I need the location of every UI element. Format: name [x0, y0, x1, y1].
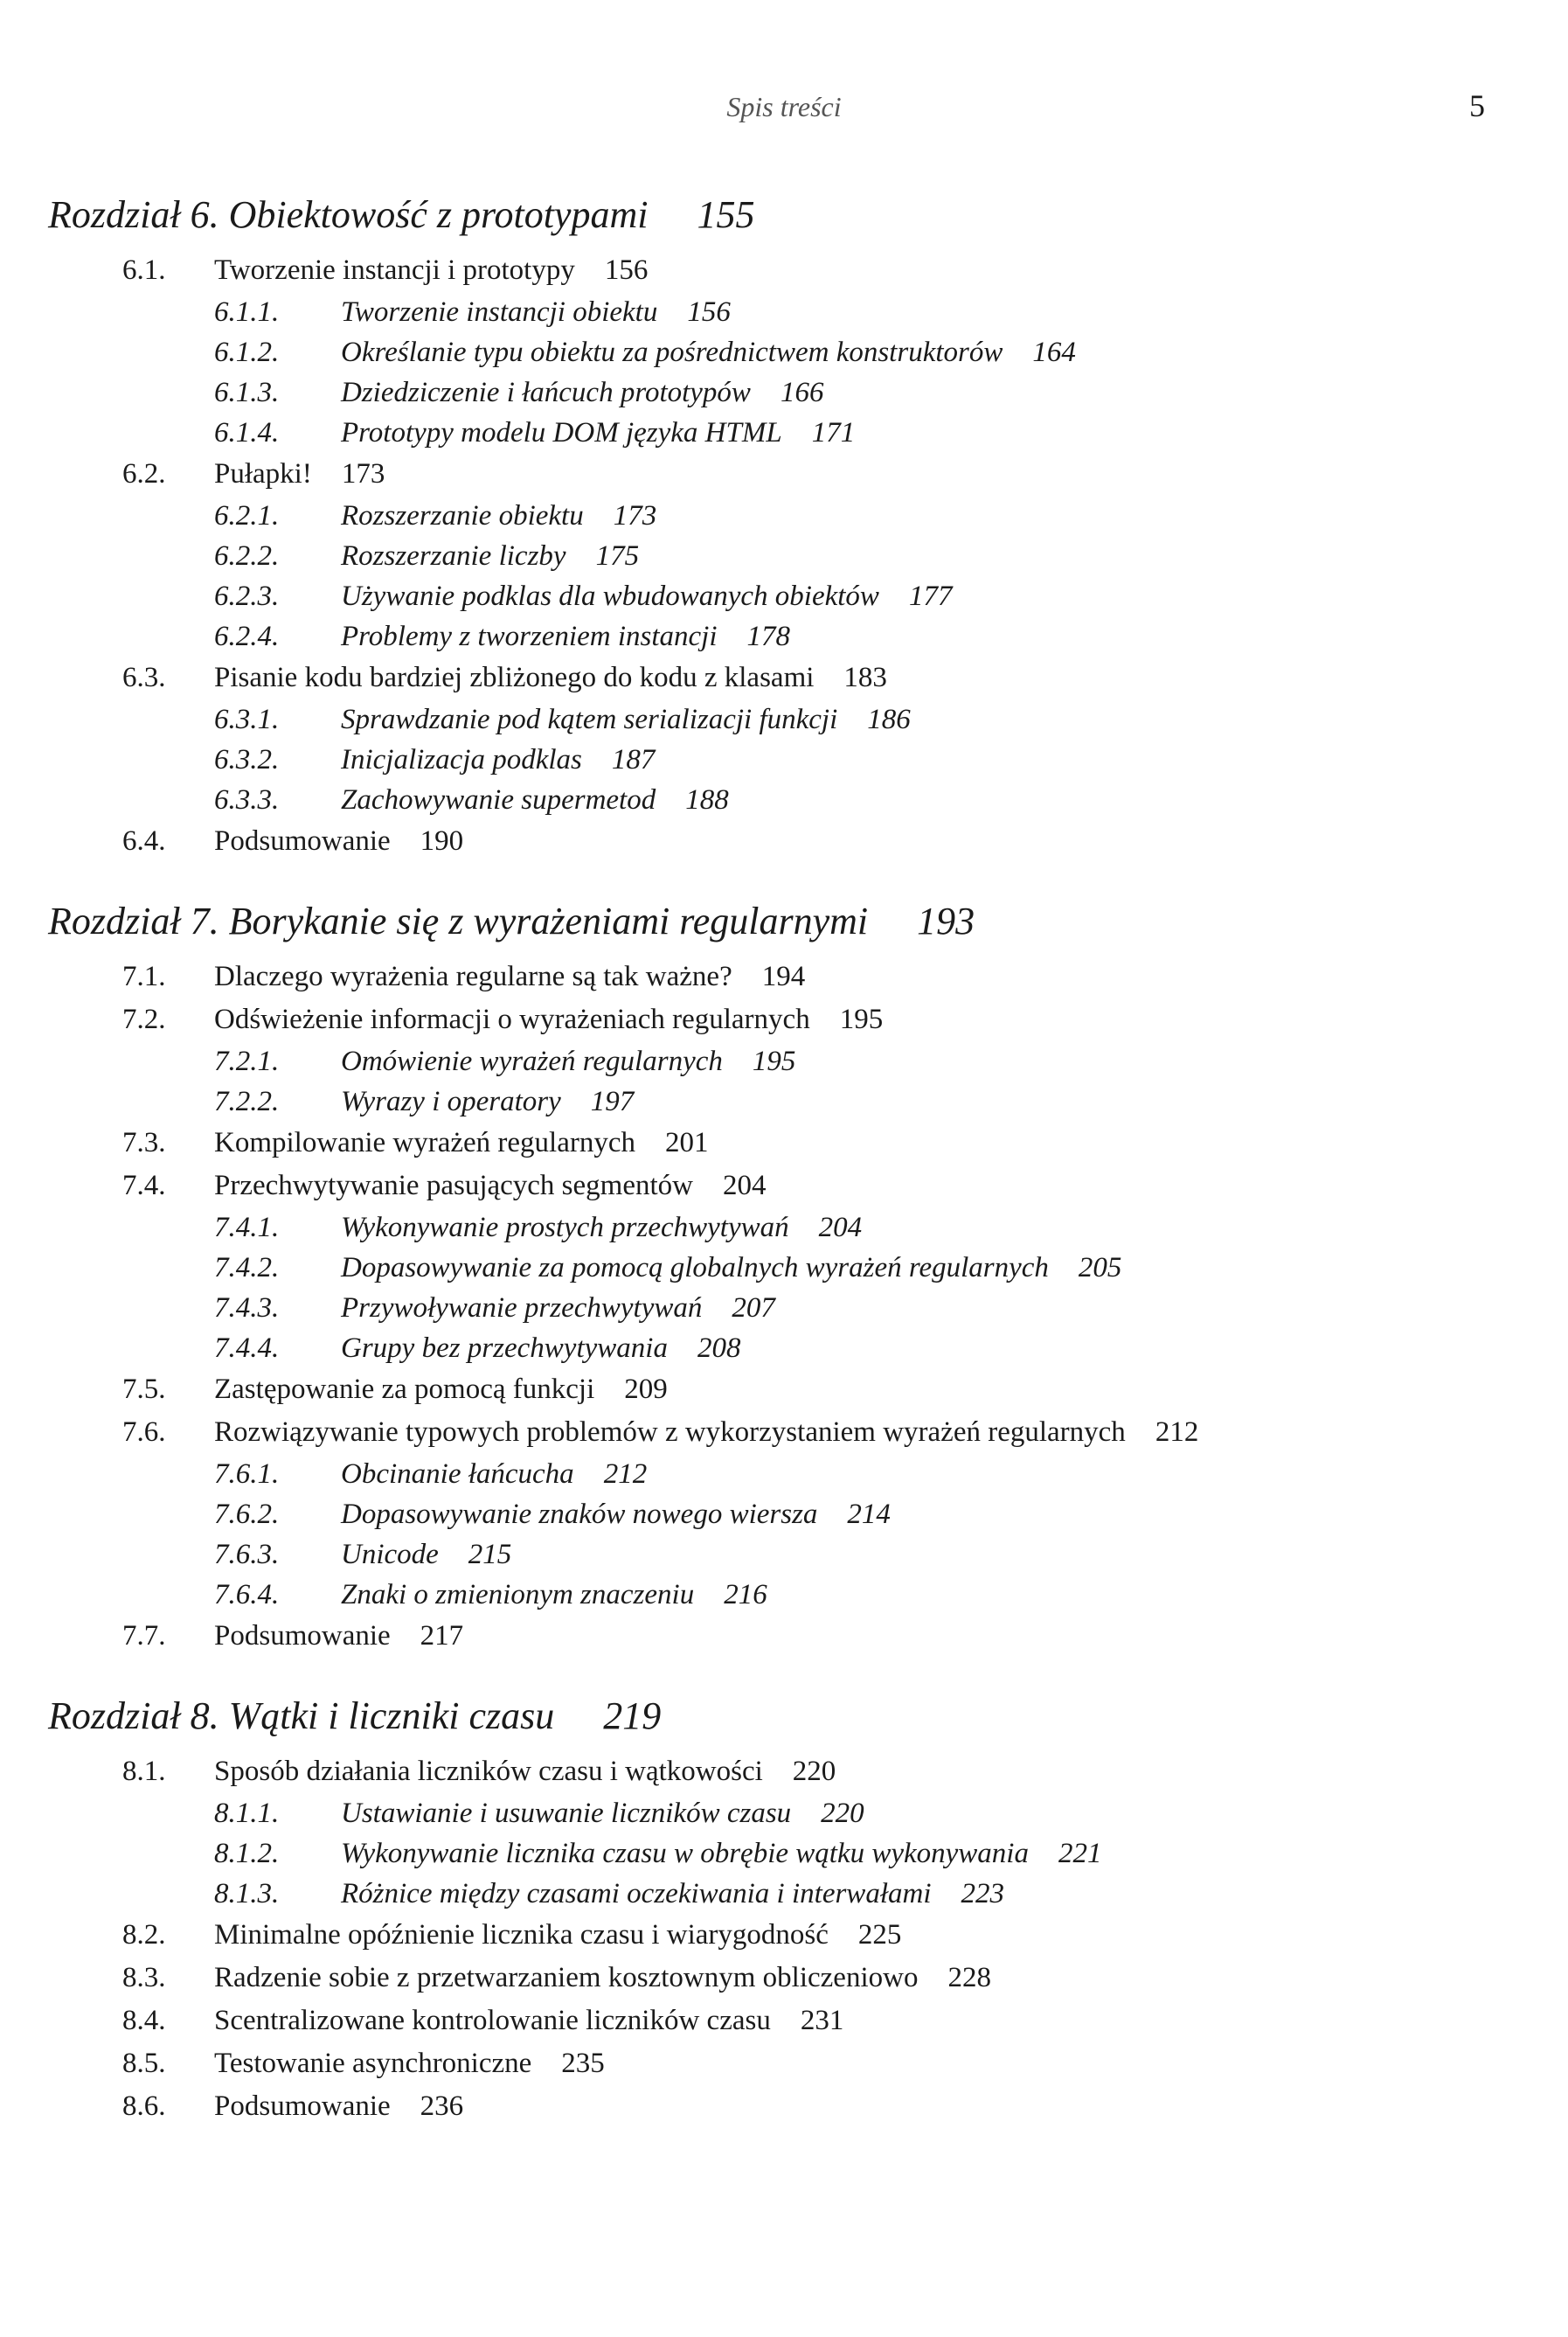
entry-title: Rozszerzanie obiektu	[341, 500, 584, 532]
entry-title: Pisanie kodu bardziej zbliżonego do kodu z klasami	[214, 662, 815, 693]
entry-title: Wykonywanie licznika czasu w obrębie wątku wykonywania	[341, 1838, 1029, 1869]
entry-number: 6.2.2.	[214, 540, 280, 572]
entry-title: Omówienie wyrażeń regularnych	[341, 1046, 723, 1077]
subsection-entry	[48, 332, 1516, 372]
subsection-entry	[48, 1534, 1516, 1575]
entry-page-number: 212	[603, 1458, 648, 1490]
entry-title: Podsumowanie	[214, 2090, 391, 2122]
section-entry	[48, 1750, 1516, 1793]
entry-number: 8.1.2.	[214, 1838, 280, 1869]
entry-title: Podsumowanie	[214, 1620, 391, 1652]
entry-page-number: 195	[752, 1046, 796, 1077]
entry-page-number: 197	[590, 1086, 635, 1117]
entry-number: 6.1.4.	[214, 417, 280, 449]
subsection-entry	[48, 576, 1516, 616]
entry-title: Rozszerzanie liczby	[341, 540, 566, 572]
entry-title: Inicjalizacja podklas	[341, 744, 582, 776]
entry-number: 7.4.3.	[214, 1292, 280, 1324]
entry-page-number: 208	[697, 1332, 741, 1364]
entry-page-number: 217	[420, 1620, 464, 1652]
entry-title: Testowanie asynchroniczne	[214, 2048, 532, 2079]
entry-number: 6.1.3.	[214, 377, 280, 408]
section-entry	[48, 1368, 1516, 1411]
entry-title: Pułapki!	[214, 458, 312, 490]
section-entry	[48, 1165, 1516, 1207]
chapter-entries	[48, 249, 1516, 863]
section-entry	[48, 1914, 1516, 1957]
entry-page-number: 235	[561, 2048, 605, 2079]
entry-page-number: 186	[867, 704, 911, 735]
entry-page-number: 215	[468, 1539, 512, 1570]
subsection-entry	[48, 1328, 1516, 1368]
chapter-entries	[48, 956, 1516, 1658]
entry-page-number: 173	[341, 458, 385, 490]
section-entry	[48, 956, 1516, 998]
entry-title: Przywoływanie przechwytywań	[341, 1292, 703, 1324]
entry-page-number: 204	[818, 1212, 863, 1243]
section-entry	[48, 1957, 1516, 2000]
section-entry	[48, 453, 1516, 496]
entry-number: 7.6.3.	[214, 1539, 280, 1570]
entry-title: Ustawianie i usuwanie liczników czasu	[341, 1798, 792, 1829]
subsection-entry	[48, 1494, 1516, 1534]
entry-title: Dopasowywanie za pomocą globalnych wyrażeń regularnych	[341, 1252, 1049, 1283]
subsection-entry	[48, 1575, 1516, 1615]
section-entry	[48, 249, 1516, 292]
entry-title: Sprawdzanie pod kątem serializacji funkcji	[341, 704, 838, 735]
entry-title: Wykonywanie prostych przechwytywań	[341, 1212, 789, 1243]
entry-page-number: 183	[843, 662, 887, 693]
subsection-entry	[48, 1833, 1516, 1874]
entry-page-number: 195	[839, 1004, 884, 1035]
entry-page-number: 173	[613, 500, 657, 532]
entry-page-number: 214	[847, 1499, 891, 1530]
entry-title: Dziedziczenie i łańcuch prototypów	[341, 377, 751, 408]
entry-page-number: 231	[800, 2005, 844, 2036]
entry-page-number: 220	[792, 1756, 836, 1787]
entry-title: Grupy bez przechwytywania	[341, 1332, 668, 1364]
entry-number: 8.1.1.	[214, 1798, 280, 1829]
entry-number: 8.6.	[122, 2090, 166, 2122]
section-entry	[48, 1411, 1516, 1454]
entry-title: Znaki o zmienionym znaczeniu	[341, 1579, 695, 1610]
subsection-entry	[48, 496, 1516, 536]
entry-number: 6.3.	[122, 662, 166, 693]
entry-number: 7.2.2.	[214, 1086, 280, 1117]
section-entry	[48, 2000, 1516, 2042]
entry-number: 6.2.4.	[214, 621, 280, 652]
entry-title: Minimalne opóźnienie licznika czasu i wiarygodność	[214, 1919, 829, 1951]
entry-page-number: 194	[761, 961, 806, 992]
entry-number: 6.1.2.	[214, 337, 280, 368]
entry-number: 8.1.3.	[214, 1878, 280, 1909]
entry-number: 6.3.2.	[214, 744, 280, 776]
entry-number: 7.3.	[122, 1127, 166, 1158]
chapter-entries	[48, 1750, 1516, 2128]
chapter-heading	[48, 894, 1516, 949]
section-entry	[48, 2042, 1516, 2085]
entry-title: Odświeżenie informacji o wyrażeniach regularnych	[214, 1004, 810, 1035]
subsection-entry	[48, 699, 1516, 740]
entry-title: Dlaczego wyrażenia regularne są tak ważne?	[214, 961, 732, 992]
entry-page-number: 201	[664, 1127, 709, 1158]
entry-number: 6.2.1.	[214, 500, 280, 532]
entry-page-number: 204	[722, 1170, 767, 1201]
entry-title: Tworzenie instancji i prototypy	[214, 254, 575, 286]
entry-number: 6.4.	[122, 825, 166, 857]
entry-number: 7.2.1.	[214, 1046, 280, 1077]
entry-title: Problemy z tworzeniem instancji	[341, 621, 718, 652]
entry-number: 6.2.3.	[214, 581, 280, 612]
entry-page-number: 156	[604, 254, 649, 286]
entry-page-number: 187	[611, 744, 656, 776]
section-entry	[48, 1615, 1516, 1658]
entry-page-number: 223	[961, 1878, 1004, 1909]
subsection-entry	[48, 372, 1516, 413]
running-title: Spis treści	[726, 91, 842, 122]
entry-number: 8.1.	[122, 1756, 166, 1787]
table-of-contents	[48, 188, 1516, 2128]
entry-page-number: 205	[1078, 1252, 1122, 1283]
entry-number: 8.2.	[122, 1919, 166, 1951]
chapter-heading	[48, 188, 1516, 242]
entry-page-number: 228	[947, 1962, 991, 1993]
entry-title: Zastępowanie za pomocą funkcji	[214, 1374, 595, 1405]
entry-title: Zachowywanie supermetod	[341, 784, 656, 816]
entry-number: 8.3.	[122, 1962, 166, 1993]
entry-title: Używanie podklas dla wbudowanych obiektów	[341, 581, 879, 612]
entry-page-number: 188	[685, 784, 729, 816]
section-entry	[48, 2085, 1516, 2128]
subsection-entry	[48, 1248, 1516, 1288]
entry-page-number: 216	[724, 1579, 767, 1610]
entry-number: 7.4.	[122, 1170, 166, 1201]
entry-title: Radzenie sobie z przetwarzaniem kosztownym obliczeniowo	[214, 1962, 919, 1993]
entry-number: 7.6.1.	[214, 1458, 280, 1490]
entry-title: Dopasowywanie znaków nowego wiersza	[341, 1499, 818, 1530]
entry-title: Podsumowanie	[214, 825, 391, 857]
page-number: 5	[1469, 88, 1485, 123]
entry-number: 7.4.2.	[214, 1252, 280, 1283]
subsection-entry	[48, 292, 1516, 332]
subsection-entry	[48, 413, 1516, 453]
entry-number: 6.2.	[122, 458, 166, 490]
chapter-title: Rozdział 7. Borykanie się z wyrażeniami regularnymi	[48, 900, 869, 942]
section-entry	[48, 820, 1516, 863]
subsection-entry	[48, 1082, 1516, 1122]
section-entry	[48, 1122, 1516, 1165]
entry-number: 6.3.1.	[214, 704, 280, 735]
entry-number: 7.4.1.	[214, 1212, 280, 1243]
entry-page-number: 166	[780, 377, 824, 408]
entry-number: 7.1.	[122, 961, 166, 992]
subsection-entry	[48, 616, 1516, 657]
entry-title: Przechwytywanie pasujących segmentów	[214, 1170, 693, 1201]
entry-number: 6.1.	[122, 254, 166, 286]
entry-page-number: 171	[811, 417, 856, 449]
subsection-entry	[48, 1288, 1516, 1328]
subsection-entry	[48, 780, 1516, 820]
entry-page-number: 164	[1032, 337, 1076, 368]
chapter-heading	[48, 1689, 1516, 1743]
entry-number: 6.3.3.	[214, 784, 280, 816]
entry-title: Kompilowanie wyrażeń regularnych	[214, 1127, 635, 1158]
entry-page-number: 220	[821, 1798, 864, 1829]
chapter-title: Rozdział 8. Wątki i liczniki czasu	[48, 1694, 555, 1737]
entry-page-number: 207	[732, 1292, 775, 1324]
entry-title: Obcinanie łańcucha	[341, 1458, 574, 1490]
entry-page-number: 209	[624, 1374, 668, 1405]
entry-title: Prototypy modelu DOM języka HTML	[341, 417, 782, 449]
entry-page-number: 221	[1058, 1838, 1102, 1869]
entry-title: Rozwiązywanie typowych problemów z wykorzystaniem wyrażeń regularnych	[214, 1416, 1126, 1448]
chapter-page-number: 193	[917, 900, 975, 942]
entry-number: 7.2.	[122, 1004, 166, 1035]
chapter-page-number: 219	[603, 1694, 662, 1737]
subsection-entry	[48, 1874, 1516, 1914]
entry-page-number: 175	[595, 540, 640, 572]
subsection-entry	[48, 1454, 1516, 1494]
entry-number: 6.1.1.	[214, 296, 280, 328]
subsection-entry	[48, 1793, 1516, 1833]
entry-number: 7.6.2.	[214, 1499, 280, 1530]
entry-number: 7.6.	[122, 1416, 166, 1448]
entry-page-number: 225	[857, 1919, 902, 1951]
section-entry	[48, 998, 1516, 1041]
entry-title: Scentralizowane kontrolowanie liczników czasu	[214, 2005, 771, 2036]
entry-page-number: 212	[1155, 1416, 1199, 1448]
chapter-title: Rozdział 6. Obiektowość z prototypami	[48, 193, 649, 236]
entry-page-number: 236	[420, 2090, 464, 2122]
entry-title: Wyrazy i operatory	[341, 1086, 561, 1117]
entry-page-number: 177	[908, 581, 953, 612]
subsection-entry	[48, 1041, 1516, 1082]
entry-number: 8.4.	[122, 2005, 166, 2036]
entry-number: 7.5.	[122, 1374, 166, 1405]
entry-number: 8.5.	[122, 2048, 166, 2079]
entry-page-number: 190	[420, 825, 464, 857]
entry-title: Tworzenie instancji obiektu	[341, 296, 658, 328]
entry-number: 7.7.	[122, 1620, 166, 1652]
subsection-entry	[48, 536, 1516, 576]
entry-title: Sposób działania liczników czasu i wątkowości	[214, 1756, 763, 1787]
chapter-page-number: 155	[697, 193, 755, 236]
subsection-entry	[48, 1207, 1516, 1248]
subsection-entry	[48, 740, 1516, 780]
entry-title: Różnice między czasami oczekiwania i interwałami	[341, 1878, 932, 1909]
entry-title: Określanie typu obiektu za pośrednictwem konstruktorów	[341, 337, 1003, 368]
entry-page-number: 156	[687, 296, 731, 328]
entry-page-number: 178	[746, 621, 790, 652]
entry-number: 7.6.4.	[214, 1579, 280, 1610]
entry-title: Unicode	[341, 1539, 439, 1570]
section-entry	[48, 657, 1516, 699]
entry-number: 7.4.4.	[214, 1332, 280, 1364]
